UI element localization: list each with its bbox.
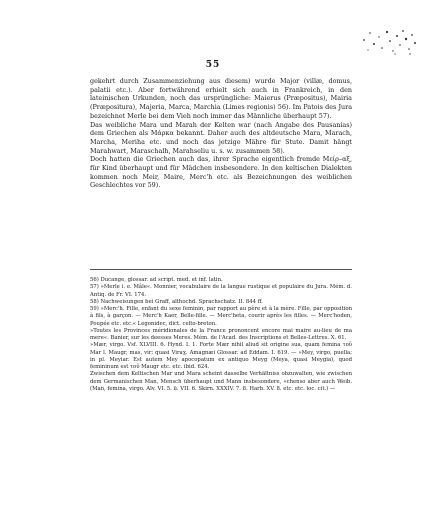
- footnote-56: 56) Ducange, glossar. ad script. med. et inf. latin.: [90, 277, 223, 283]
- paper-speckle-marks: [360, 28, 418, 56]
- main-text: [90, 77, 352, 190]
- main-paragraph: Das weibliche Mara und Marah der Kelten war (nach Angabe des Pausanias) dem Griechen als Μάρκα bekannt. Daher auch des altdeutsche Mara, Marach, Marcha, Meriha etc. und noch das jetzige Mähre für Stute. Damit hängt Marahwart, Maraschalh, Marahseliu u. s. w. zusammen 58).: [90, 120, 352, 155]
- main-paragraph: gekehrt durch Zusammenziehung aus diesem) wurde Major (villæ, domus, palatii etc.). Aber fortwährend erhielt sich auch in Frankreich, in den lateinischen Urkunden, noch das ursprüngliche: Maierus (Præpositus), Mairia (Præpositura), Majeria, Marca, Marchia (Limes regionis) 56). Im Patois des Jura bezeichnet Merle bei dem Vieh noch immer das Männliche überhaupt 57).: [90, 77, 352, 120]
- page-number: 55: [205, 60, 221, 70]
- footnote-59-cont-1: »Toutes les Provinces méridionales de la France prononcent encore mai maire au-lieu de ma mere«. Banier, sur les deesses Meres. Mém. de l'Acad. des Inscriptions et Belles-Lettres. X. 61.: [90, 327, 352, 341]
- main-paragraph: Doch hatten die Griechen auch das, ihrer Sprache eigentlich fremde Μείρ–αξ, für Kind überhaupt und für Mädchen insbesondere. In den keltischen Dialekten kommen noch Meir, Maire, Merc'h etc. als Bezeichnungen des weiblichen Geschlechtes vor 59).: [90, 155, 352, 190]
- footnote-58: 58) Nachweisungen bei Graff, althochd. Sprachschatz. II. 844 ff.: [90, 298, 263, 305]
- footnotes: [90, 277, 352, 393]
- footnote-59-cont-2: »Mær, virgo. Vsf. XLVIII. 6. Hynd. I. 1. Forte Mær nihil aliud sit origine sua, quam femina τοῦ Mar l. Maugr, mas, vir; quasi Viraɣ. Amagnæi Glossar. ad Eddam. I. 619. — »Mey, virgo, puella; in pl. Meyiar. Est autem Mey apocopatum ex antiquo Meyg (Meya, quasi Meygia), quod femininum est τοῦ Maugr etc. etc. ibid. 624.: [90, 342, 352, 370]
- footnote-divider: [90, 269, 352, 270]
- footnote-57: 57) »Merle i. e. Mâle«. Monnier, vocabulaire de la langue rustique et populaire du Jura. Mém. d. Antiq. de Fr. VI. 174.: [90, 284, 352, 298]
- footnote-59-cont-3: Zwischen dem Keltischen Mar und Mara scheint dasselbe Verhältniss obzuwalten, wie zwischen dem Germanischen Man, Mensch überhaupt und Mann insbesondere, »chenso aber auch Weib. (Man, femina, virgo. Alv. VI. 5. ü. VII. 6. Skirn. XXXIV. 7. 8. Harb. XV. 8. etc. etc. loc. cit.) —: [90, 371, 352, 392]
- footnote-59: 59) »Merc'h. Fille, enfant du sexe feminin, par rapport au père et à la mère. Fille, par opposition à fils, à garçon. — Merc'h Kaer, Belle-fille. — Merc'heta, courir après les filles. — Merc'hoden, Poupée etc. etc.« Legonidec, dict. celto-breton.: [90, 306, 352, 327]
